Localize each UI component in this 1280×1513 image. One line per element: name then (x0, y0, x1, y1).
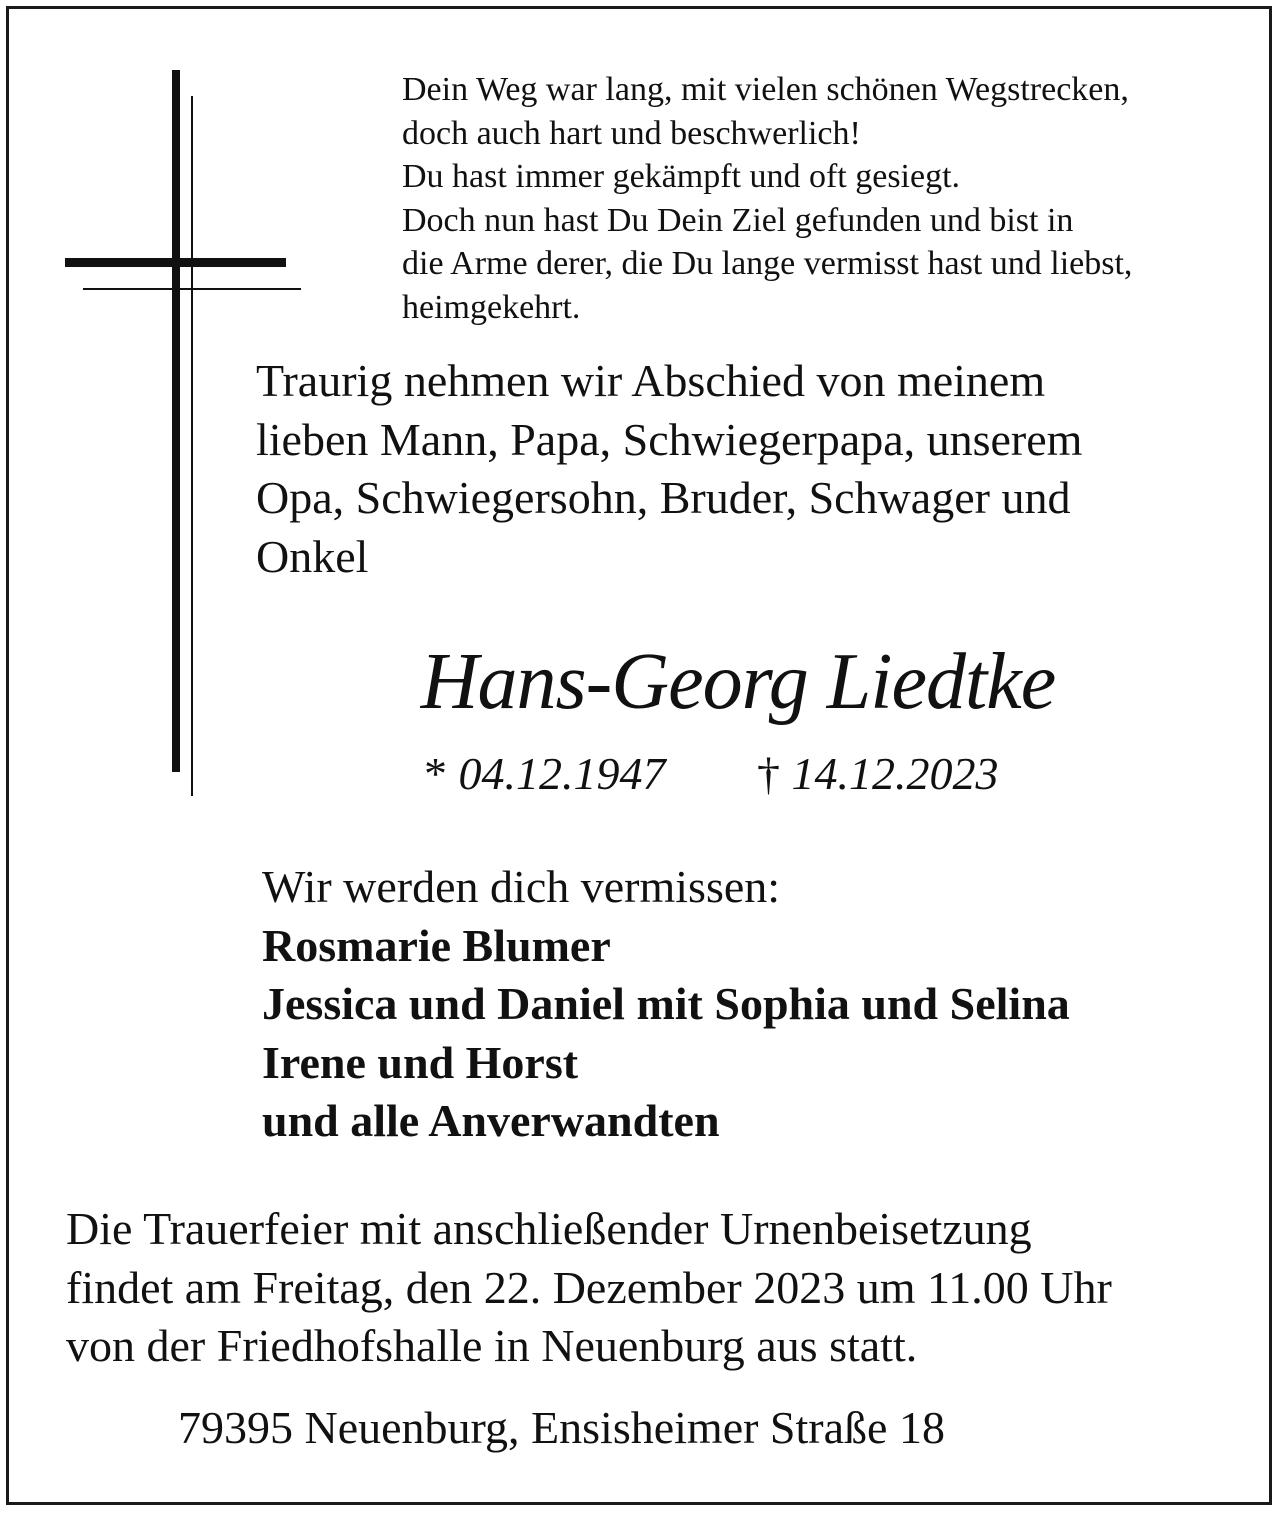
birth-symbol: * (424, 748, 447, 799)
death-date: 14.12.2023 (791, 748, 999, 799)
ceremony-notice (66, 1200, 1256, 1376)
mourner-name: Jessica und Daniel mit Sophia und Selina (262, 978, 1070, 1029)
life-dates (424, 744, 999, 804)
death-symbol: † (757, 748, 780, 799)
poem-line: Doch nun hast Du Dein Ziel gefunden und bist in (402, 201, 1074, 239)
intro-line: Onkel (256, 530, 369, 582)
mourners (262, 858, 1262, 1151)
ceremony-line: von der Friedhofshalle in Neuenburg aus statt. (66, 1320, 918, 1371)
mourner-name: Rosmarie Blumer (262, 919, 611, 971)
mourners-heading: Wir werden dich vermissen: (262, 861, 781, 912)
poem-line: heimgekehrt. (402, 288, 581, 326)
poem-line: doch auch hart und beschwerlich! (402, 114, 861, 152)
mourner-name: und alle Anverwandten (262, 1095, 720, 1146)
intro-line: Opa, Schwiegersohn, Bruder, Schwager und (256, 472, 1071, 523)
poem (402, 68, 1262, 329)
ceremony-line: findet am Freitag, den 22. Dezember 2023 um 11.00 Uhr (66, 1261, 1112, 1313)
address: 79395 Neuenburg, Ensisheimer Straße 18 (178, 1402, 945, 1453)
birth-date: 04.12.1947 (458, 748, 666, 799)
poem-line: Du hast immer gekämpft und oft gesiegt. (402, 158, 961, 195)
deceased-name: Hans-Georg Liedtke (420, 638, 1056, 726)
poem-line: Dein Weg war lang, mit vielen schönen Wegstrecken, (402, 71, 1129, 108)
intro-line: Traurig nehmen wir Abschied von meinem (256, 355, 1046, 406)
intro-line: lieben Mann, Papa, Schwiegerpapa, unserem (256, 413, 1083, 465)
farewell-intro (256, 352, 1256, 586)
mourner-name: Irene und Horst (262, 1036, 579, 1088)
poem-line: die Arme derer, die Du lange vermisst hast und liebst, (402, 245, 1133, 282)
ceremony-line: Die Trauerfeier mit anschließender Urnenbeisetzung (66, 1203, 1032, 1254)
